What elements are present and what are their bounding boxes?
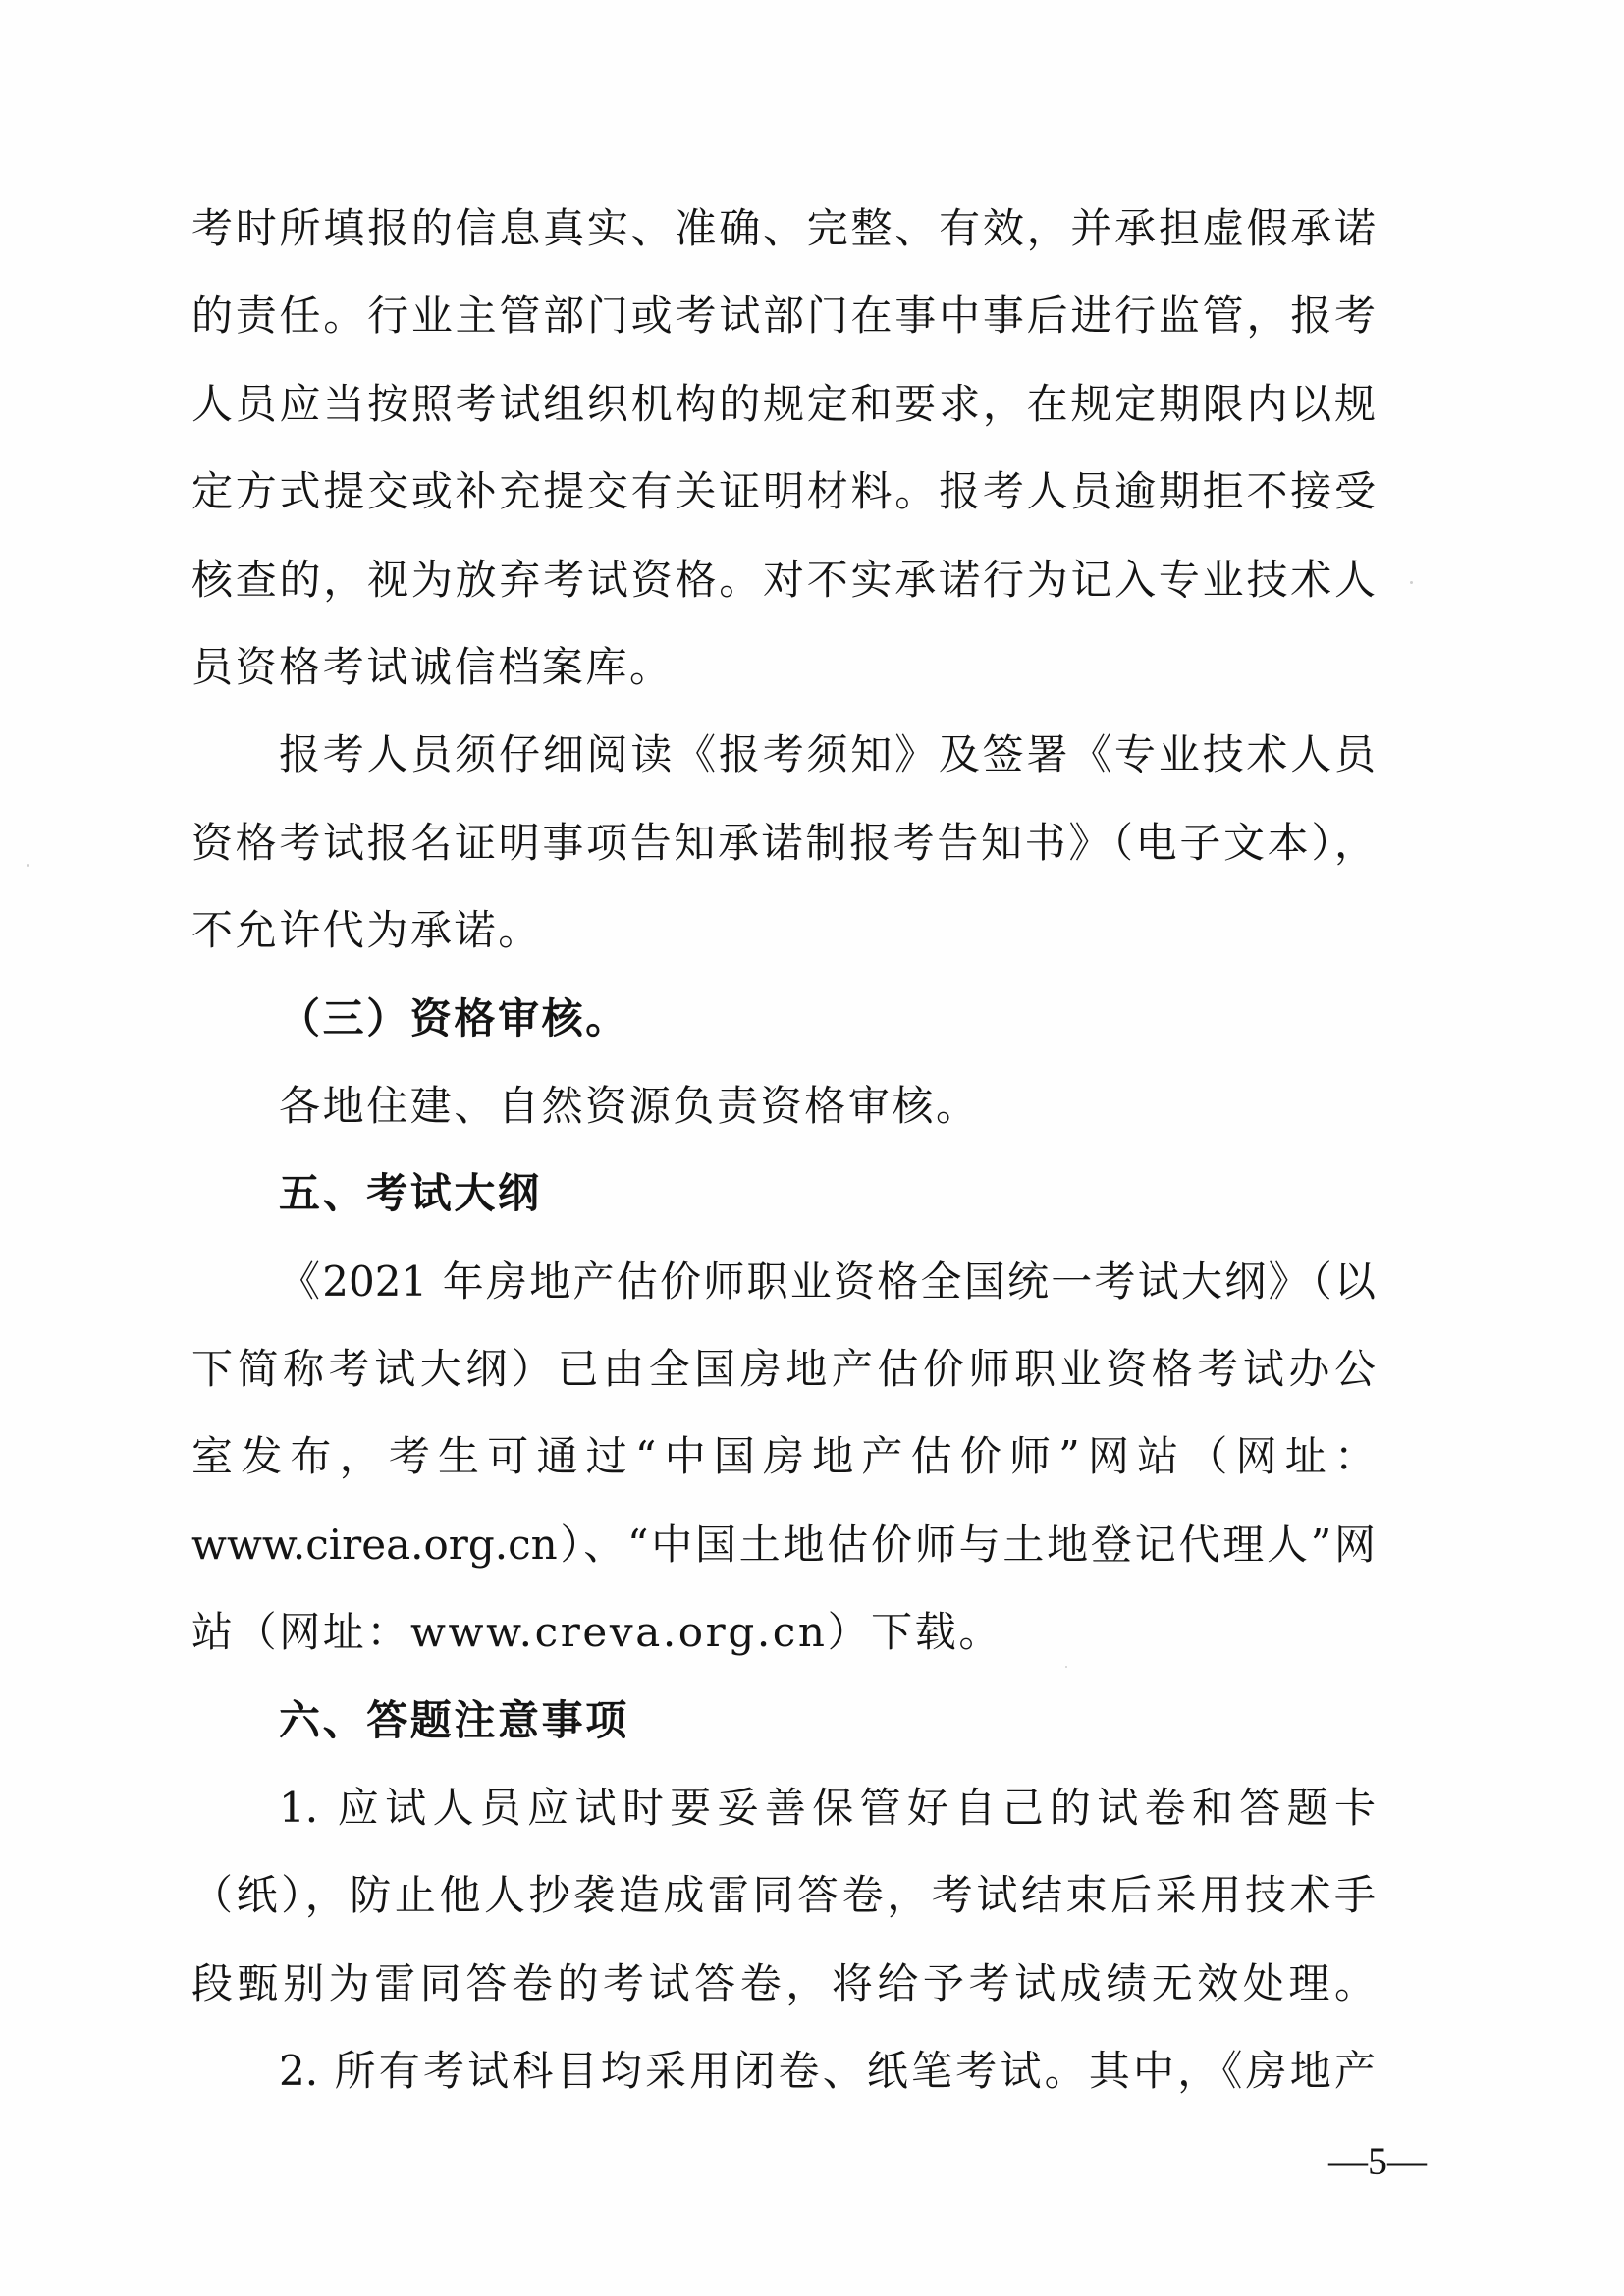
scan-speck (27, 864, 29, 867)
paragraph-line: 的责任。行业主管部门或考试部门在事中事后进行监管，报考 (191, 292, 1376, 341)
paragraph-line: 《2021 年房地产估价师职业资格全国统一考试大纲》（以 (279, 1256, 1376, 1306)
paragraph-line: 段甄别为雷同答卷的考试答卷，将给予考试成绩无效处理。 (191, 1958, 1376, 2007)
paragraph-line: 人员应当按照考试组织机构的规定和要求，在规定期限内以规 (191, 379, 1376, 428)
paragraph-line: www.cirea.org.cn）、“中国土地估价师与土地登记代理人”网 (191, 1520, 1376, 1569)
scan-speck (1410, 581, 1413, 584)
paragraph-line: 下简称考试大纲）已由全国房地产估价师职业资格考试办公 (191, 1345, 1376, 1394)
paragraph-line: 1. 应试人员应试时要妥善保管好自己的试卷和答题卡 (279, 1784, 1376, 1833)
section-heading-exam-outline: 五、考试大纲 (279, 1169, 542, 1218)
paragraph-line: 室发布，考生可通过“中国房地产估价师”网站（网址： (191, 1432, 1376, 1481)
section-heading-answering-notes: 六、答题注意事项 (279, 1695, 629, 1744)
paragraph-line: 考时所填报的信息真实、准确、完整、有效，并承担虚假承诺 (191, 204, 1376, 252)
paragraph-line: 不允许代为承诺。 (191, 906, 542, 955)
paragraph-line: 2. 所有考试科目均采用闭卷、纸笔考试。其中，《房地产 (279, 2047, 1376, 2096)
body-text (191, 185, 1376, 2115)
paragraph-line: （纸），防止他人抄袭造成雷同答卷，考试结束后采用技术手 (191, 1871, 1376, 1920)
paragraph-line: 报考人员须仔细阅读《报考须知》及签署《专业技术人员 (279, 730, 1376, 779)
subsection-heading-qualification-review: （三）资格审核。 (279, 993, 629, 1042)
paragraph-line: 员资格考试诚信档案库。 (191, 642, 674, 691)
paragraph-line: 定方式提交或补充提交有关证明材料。报考人员逾期拒不接受 (191, 467, 1376, 516)
page-number: —5— (1328, 2139, 1427, 2183)
paragraph-line: 站（网址：www.creva.org.cn）下载。 (191, 1608, 1002, 1657)
paragraph-line: 各地住建、自然资源负责资格审核。 (279, 1081, 980, 1130)
paragraph-line: 核查的，视为放弃考试资格。对不实承诺行为记入专业技术人 (191, 555, 1376, 604)
scan-speck (1065, 1666, 1067, 1668)
paragraph-line: 资格考试报名证明事项告知承诺制报考告知书》（电子文本）， (191, 818, 1376, 867)
